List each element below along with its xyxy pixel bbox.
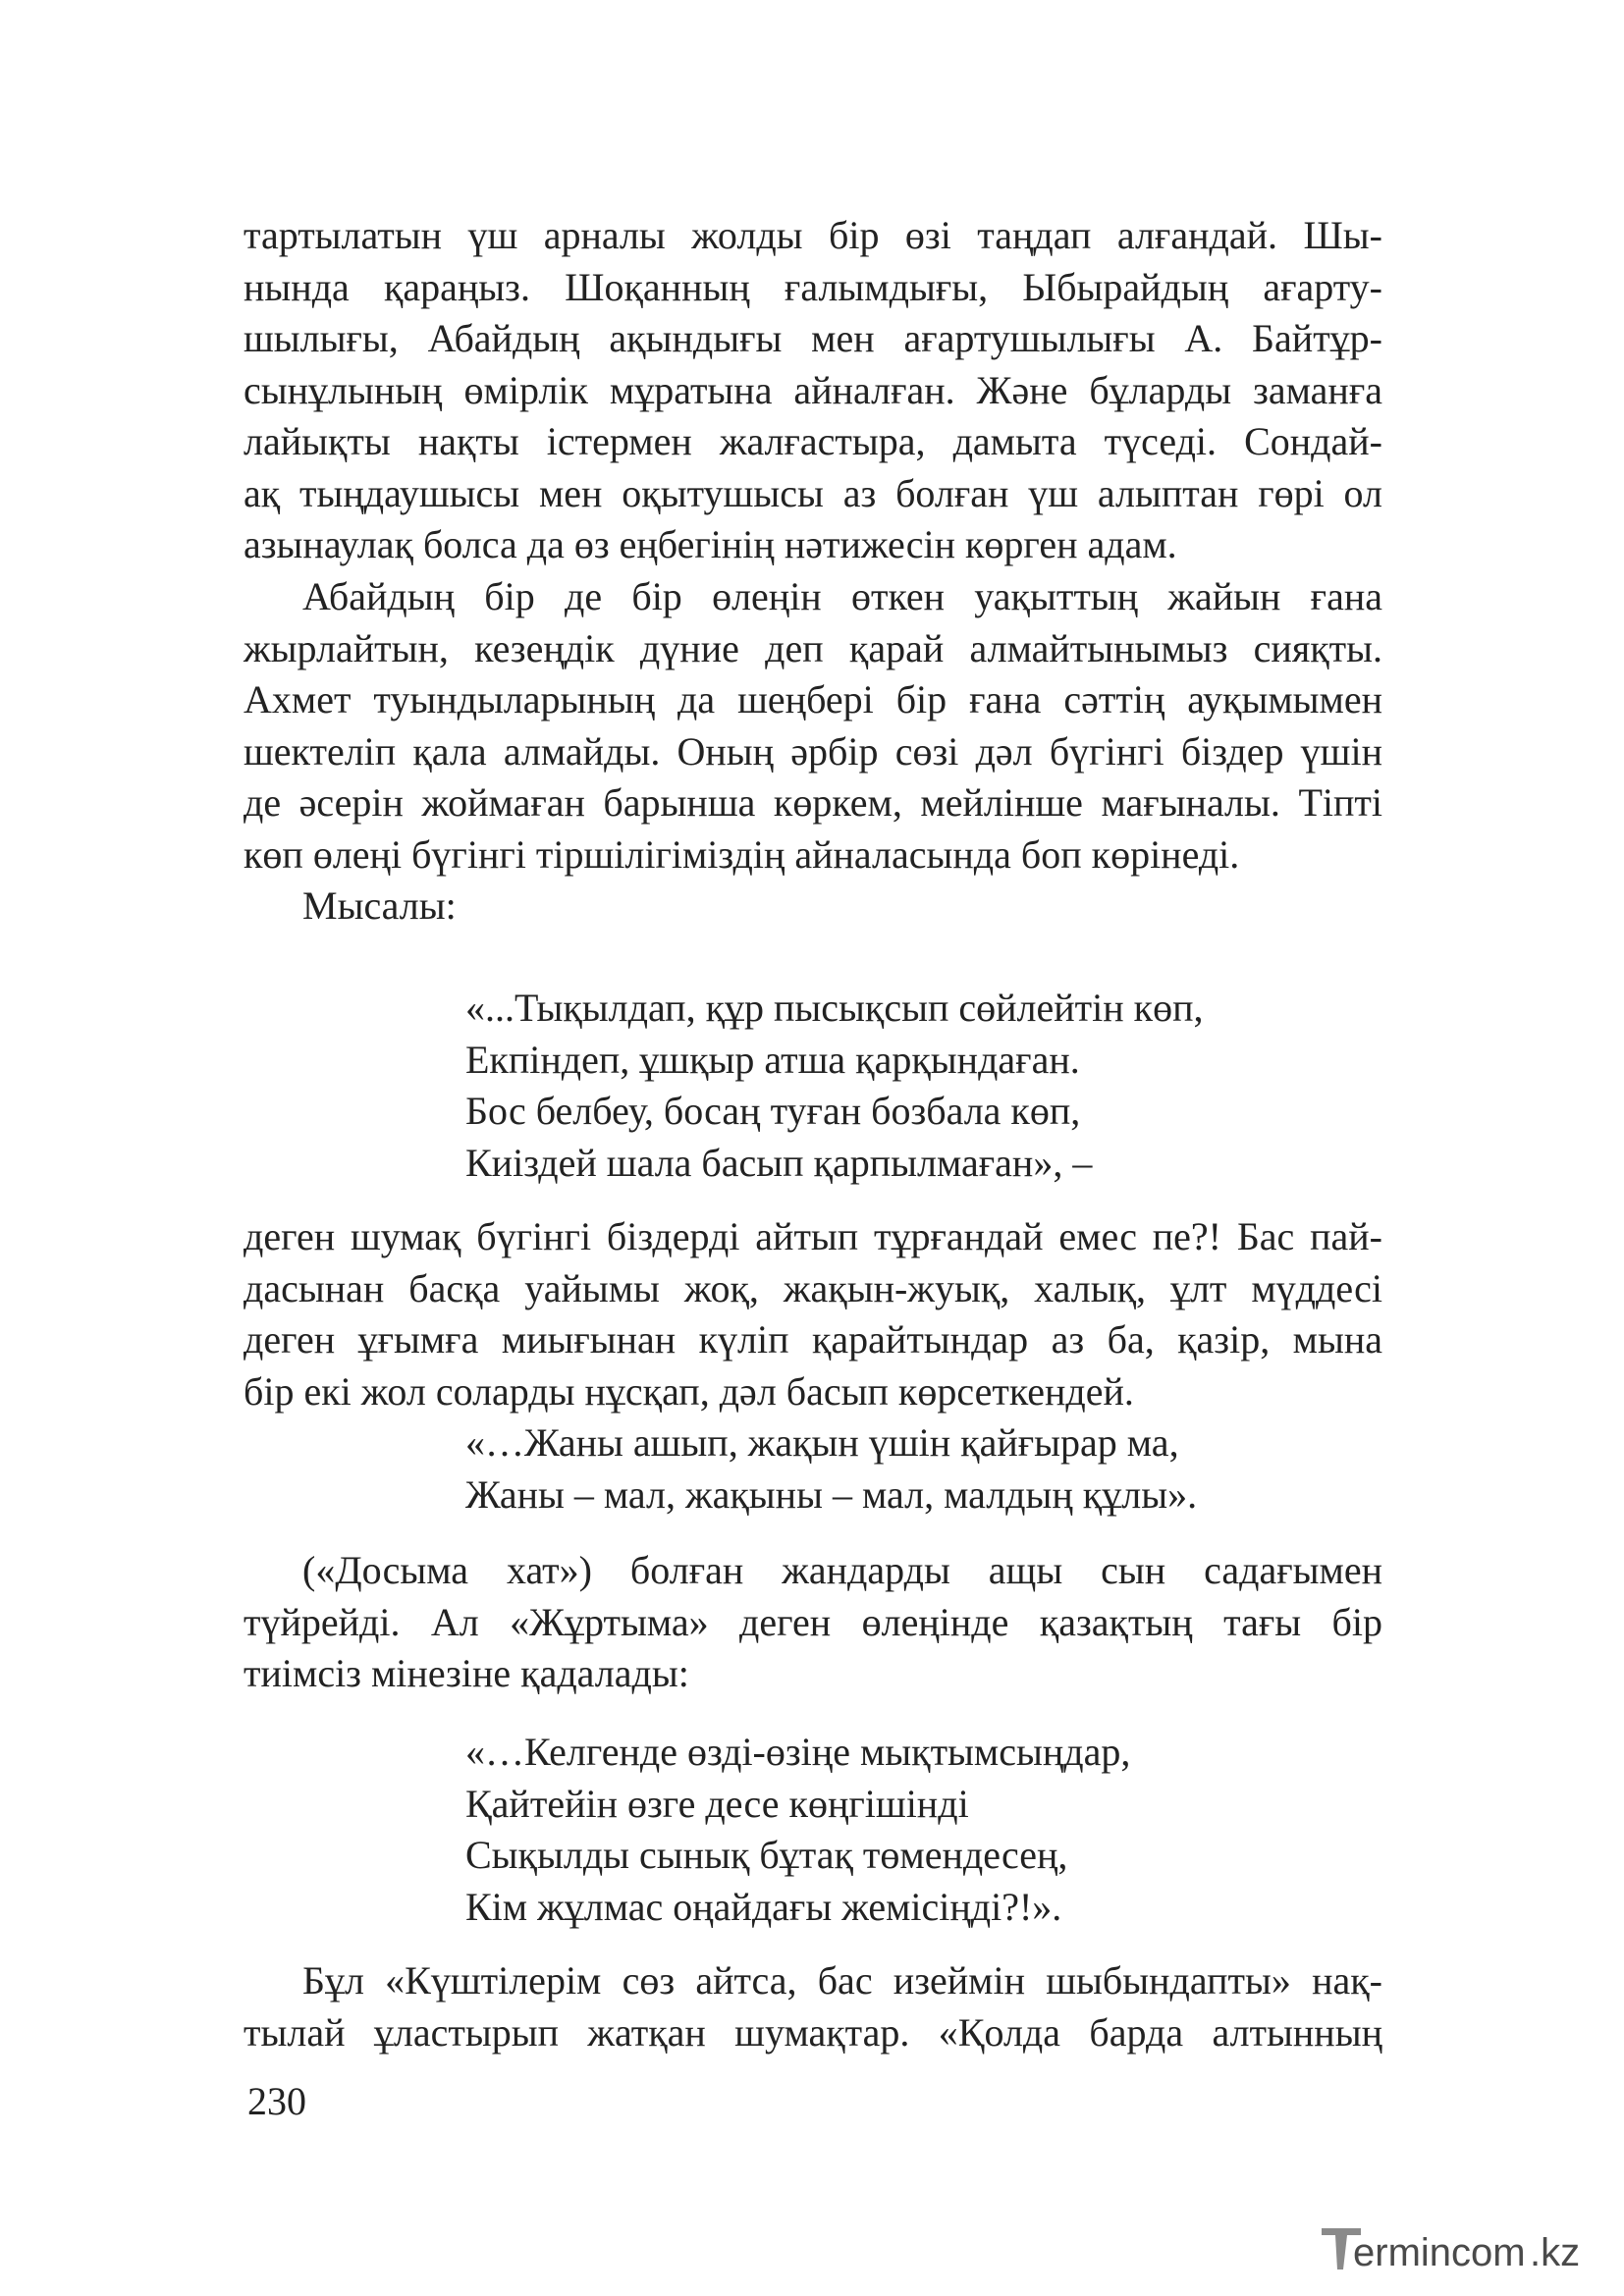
poem-line: «…Жаны ашып, жақын үшін қайғырар ма, bbox=[465, 1420, 1179, 1465]
text-line: шылығы, Абайдың ақындығы мен ағартушылығы А. Байтұр- bbox=[244, 316, 1382, 360]
example-label-text: Мысалы: bbox=[302, 883, 457, 928]
text-line: ақ тыңдаушысы мен оқытушысы аз болған үш алыптан гөрі ол bbox=[244, 470, 1382, 515]
example-label bbox=[244, 881, 1382, 933]
text-line: дасынан басқа уайымы жоқ, жақын-жуық, халық, ұлт мүддесі bbox=[244, 1265, 1382, 1310]
text-line: деген ұғымға миығынан күліп қарайтындар аз ба, қазір, мына bbox=[244, 1317, 1382, 1362]
text-line: тартылатын үш арналы жолды бір өзі таңдап алғандай. Шы- bbox=[244, 213, 1382, 257]
paragraph-5 bbox=[244, 1955, 1382, 2058]
poem-line: Қайтейін өзге десе көңгішінді bbox=[465, 1781, 969, 1826]
text-line: бір екі жол соларды нұсқап, дәл басып көрсеткендей. bbox=[244, 1368, 1134, 1414]
text-line: («Досыма хат») болған жандарды ащы сын садағымен bbox=[302, 1548, 1382, 1592]
logo-text-domain: .kz bbox=[1530, 2231, 1581, 2274]
termincom-watermark bbox=[1320, 2220, 1604, 2279]
poem-line: «…Келгенде өзді-өзіңе мықтымсыңдар, bbox=[465, 1730, 1131, 1774]
page-number: 230 bbox=[247, 2079, 306, 2123]
poem-line: Бос белбеу, босаң туған бозбала көп, bbox=[465, 1089, 1081, 1133]
poem-line: Кім жұлмас оңайдағы жемісіңді?!». bbox=[465, 1884, 1062, 1929]
text-line: лайықты нақты істермен жалғастыра, дамыта түседі. Сондай- bbox=[244, 419, 1382, 463]
text-line: Бұл «Күштілерім сөз айтса, бас изеймін шыбындапты» нақ- bbox=[302, 1958, 1382, 2002]
poem-line: «...Тықылдап, құр пысықсып сөйлейтін көп, bbox=[465, 986, 1204, 1030]
poem-3 bbox=[465, 1727, 1130, 1933]
text-line: шектеліп қала алмайды. Оның әрбір сөзі дәл бүгінгі біздер үшін bbox=[244, 728, 1382, 774]
poem-line: Киіздей шала басып қарпылмаған», – bbox=[465, 1140, 1093, 1185]
text-line: Абайдың бір де бір өлеңін өткен уақыттың жайын ғана bbox=[302, 574, 1382, 618]
poem-2 bbox=[465, 1417, 1197, 1521]
poem-line: Екпіндеп, ұшқыр атша қарқындаған. bbox=[465, 1037, 1080, 1082]
paragraph-1 bbox=[244, 210, 1382, 571]
poem-line: Сықылды сынық бұтақ төмендесең, bbox=[465, 1833, 1068, 1877]
text-line: көп өлеңі бүгінгі тіршілігіміздің айналасында боп көрінеді. bbox=[244, 831, 1240, 877]
text-line: азынаулақ болса да өз еңбегінің нәтижесін көрген адам. bbox=[244, 522, 1177, 566]
text-line: нында қараңыз. Шоқанның ғалымдығы, Ыбырайдың ағарту- bbox=[244, 264, 1382, 309]
poem-1 bbox=[465, 983, 1204, 1189]
text-line: деген шумақ бүгінгі біздерді айтып тұрғандай емес пе?! Бас пай- bbox=[244, 1214, 1382, 1258]
paragraph-4 bbox=[244, 1545, 1382, 1700]
logo-t-stem bbox=[1335, 2235, 1347, 2269]
text-line: түйрейді. Ал «Жұртыма» деген өлеңінде қазақтың тағы бір bbox=[244, 1599, 1382, 1644]
paragraph-2 bbox=[244, 571, 1382, 881]
text-line: тиімсіз мінезіне қадалады: bbox=[244, 1651, 689, 1695]
text-line: тылай ұластырып жатқан шумақтар. «Қолда барда алтынның bbox=[244, 2009, 1382, 2055]
text-line: Ахмет туындыларының да шеңбері бір ғана сәттің ауқымымен bbox=[244, 677, 1382, 721]
termincom-logo-icon bbox=[1320, 2220, 1604, 2279]
paragraph-3 bbox=[244, 1211, 1382, 1417]
text-line: сынұлының өмірлік мұратына айналған. Және бұларды заманға bbox=[244, 367, 1382, 412]
poem-line: Жаны – мал, жақыны – мал, малдың құлы». bbox=[465, 1471, 1198, 1517]
logo-text-main: ermincom bbox=[1353, 2231, 1526, 2274]
text-line: жырлайтын, кезеңдік дүние деп қарай алмайтынымыз сияқты. bbox=[244, 625, 1382, 670]
text-line: де әсерін жоймаған барынша көркем, мейлінше мағыналы. Тіпті bbox=[244, 780, 1382, 825]
